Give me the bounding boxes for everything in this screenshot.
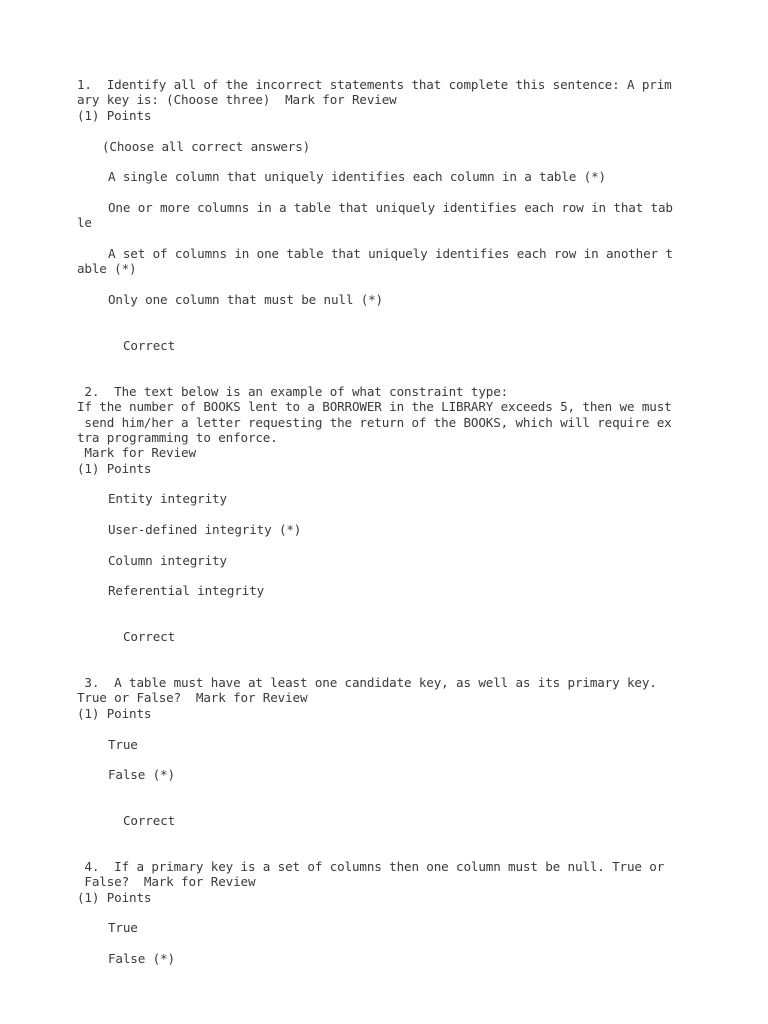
question-4-option-1: True [108, 920, 138, 935]
question-2-option-2: User-defined integrity (*) [108, 522, 302, 537]
question-2-header-line-3: send him/her a letter requesting the return of the BOOKS, which will require ex [77, 415, 672, 430]
question-4-option-2: False (*) [108, 951, 175, 966]
question-1-option-2-line-1: One or more columns in a table that uniquely identifies each row in that tab [108, 200, 673, 215]
question-4-points: (1) Points [77, 890, 152, 905]
question-1-option-3-line-2: able (*) [77, 261, 137, 276]
question-2-mark-for-review: Mark for Review [77, 445, 196, 460]
question-1-result: Correct [123, 338, 176, 353]
question-2-option-4: Referential integrity [108, 583, 265, 598]
question-1-points: (1) Points [77, 108, 152, 123]
question-1-option-3-line-1: A set of columns in one table that uniquely identifies each row in another t [108, 246, 673, 261]
question-2-option-3: Column integrity [108, 553, 227, 568]
question-2-header-line-4: tra programming to enforce. [77, 430, 278, 445]
question-2-header-line-1: 2. The text below is an example of what constraint type: [77, 384, 509, 399]
question-2-option-1: Entity integrity [108, 491, 227, 506]
question-1-header-line-1: 1. Identify all of the incorrect statements that complete this sentence: A prim [77, 77, 672, 92]
question-1-option-2-line-2: le [77, 215, 92, 230]
question-3-points: (1) Points [77, 706, 152, 721]
question-4-header-line-2: False? Mark for Review [77, 874, 256, 889]
question-3-option-2: False (*) [108, 767, 175, 782]
question-3-header-line-1: 3. A table must have at least one candidate key, as well as its primary key. [77, 675, 657, 690]
question-1-header-line-2: ary key is: (Choose three) Mark for Review [77, 92, 397, 107]
question-3-result: Correct [123, 813, 176, 828]
question-2-result: Correct [123, 629, 176, 644]
question-1-option-1: A single column that uniquely identifies each column in a table (*) [108, 169, 606, 184]
question-2-header-line-2: If the number of BOOKS lent to a BORROWER in the LIBRARY exceeds 5, then we must [77, 399, 672, 414]
question-1-option-4: Only one column that must be null (*) [108, 292, 383, 307]
question-3-option-1: True [108, 737, 138, 752]
question-2-points: (1) Points [77, 461, 152, 476]
question-1-instruction: (Choose all correct answers) [102, 139, 311, 154]
question-3-header-line-2: True or False? Mark for Review [77, 690, 308, 705]
question-4-header-line-1: 4. If a primary key is a set of columns then one column must be null. True or [77, 859, 665, 874]
